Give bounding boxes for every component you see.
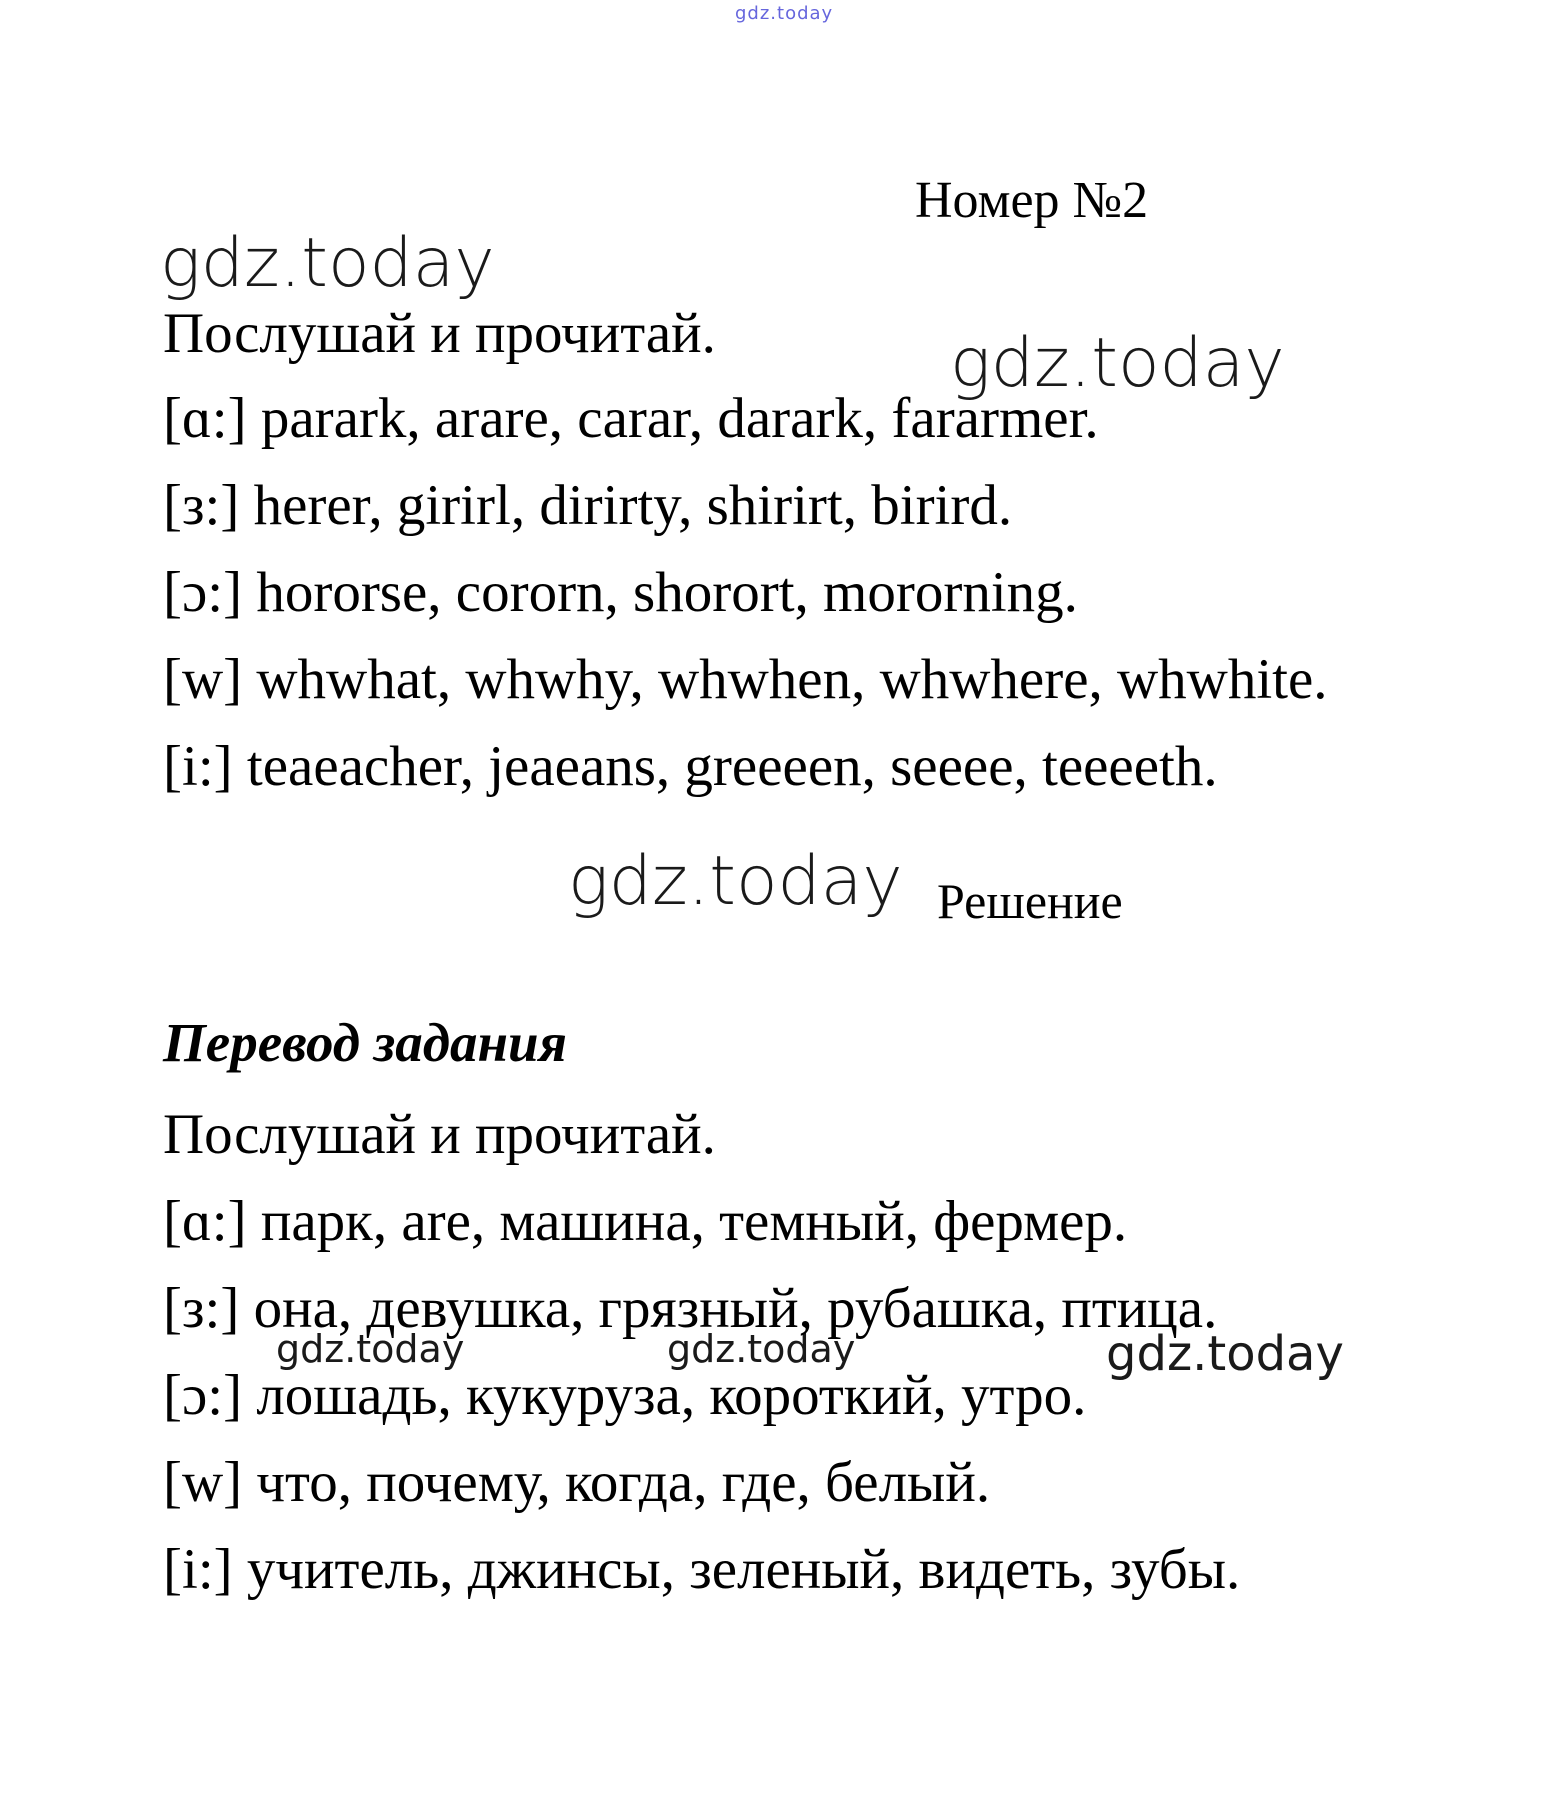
translation-line-er: [з:] она, девушка, грязный, рубашка, птица. [163,1277,1218,1340]
watermark-small-2: gdz.today [667,1327,856,1371]
translation-heading: Перевод задания [163,1012,567,1073]
task-instruction: Послушай и прочитай. [163,302,716,365]
task-line-w: [w] whwhat, whwhy, whwhen, whwhere, whwhite. [163,648,1328,711]
watermark-top: gdz.today [735,3,834,24]
watermark-small-1: gdz.today [276,1327,465,1371]
translation-line-i: [i:] учитель, джинсы, зеленый, видеть, зубы. [163,1538,1241,1601]
task-number-title: Номер №2 [915,172,1149,229]
translation-line-w: [w] что, почему, когда, где, белый. [163,1451,991,1514]
watermark-large-1: gdz.today [160,224,495,303]
task-line-o: [ɔ:] hororse, cororn, shorort, mororning. [163,561,1078,624]
translation-line-o: [ɔ:] лошадь, кукуруза, короткий, утро. [163,1364,1087,1427]
watermark-large-2: gdz.today [950,324,1285,403]
watermark-large-3: gdz.today [568,842,903,921]
translation-line-a: [ɑ:] парк, are, машина, темный, фермер. [163,1190,1128,1253]
task-line-a: [ɑ:] parark, arare, carar, darark, fararmer. [163,387,1099,450]
watermark-small-3: gdz.today [1106,1326,1344,1382]
solution-label: Решение [937,873,1123,929]
task-line-er: [з:] herer, girirl, dirirty, shirirt, birird. [163,474,1013,537]
translation-instruction: Послушай и прочитай. [163,1103,716,1166]
task-line-i: [i:] teaeacher, jeaeans, greeeen, seeee, teeeeth. [163,735,1218,798]
